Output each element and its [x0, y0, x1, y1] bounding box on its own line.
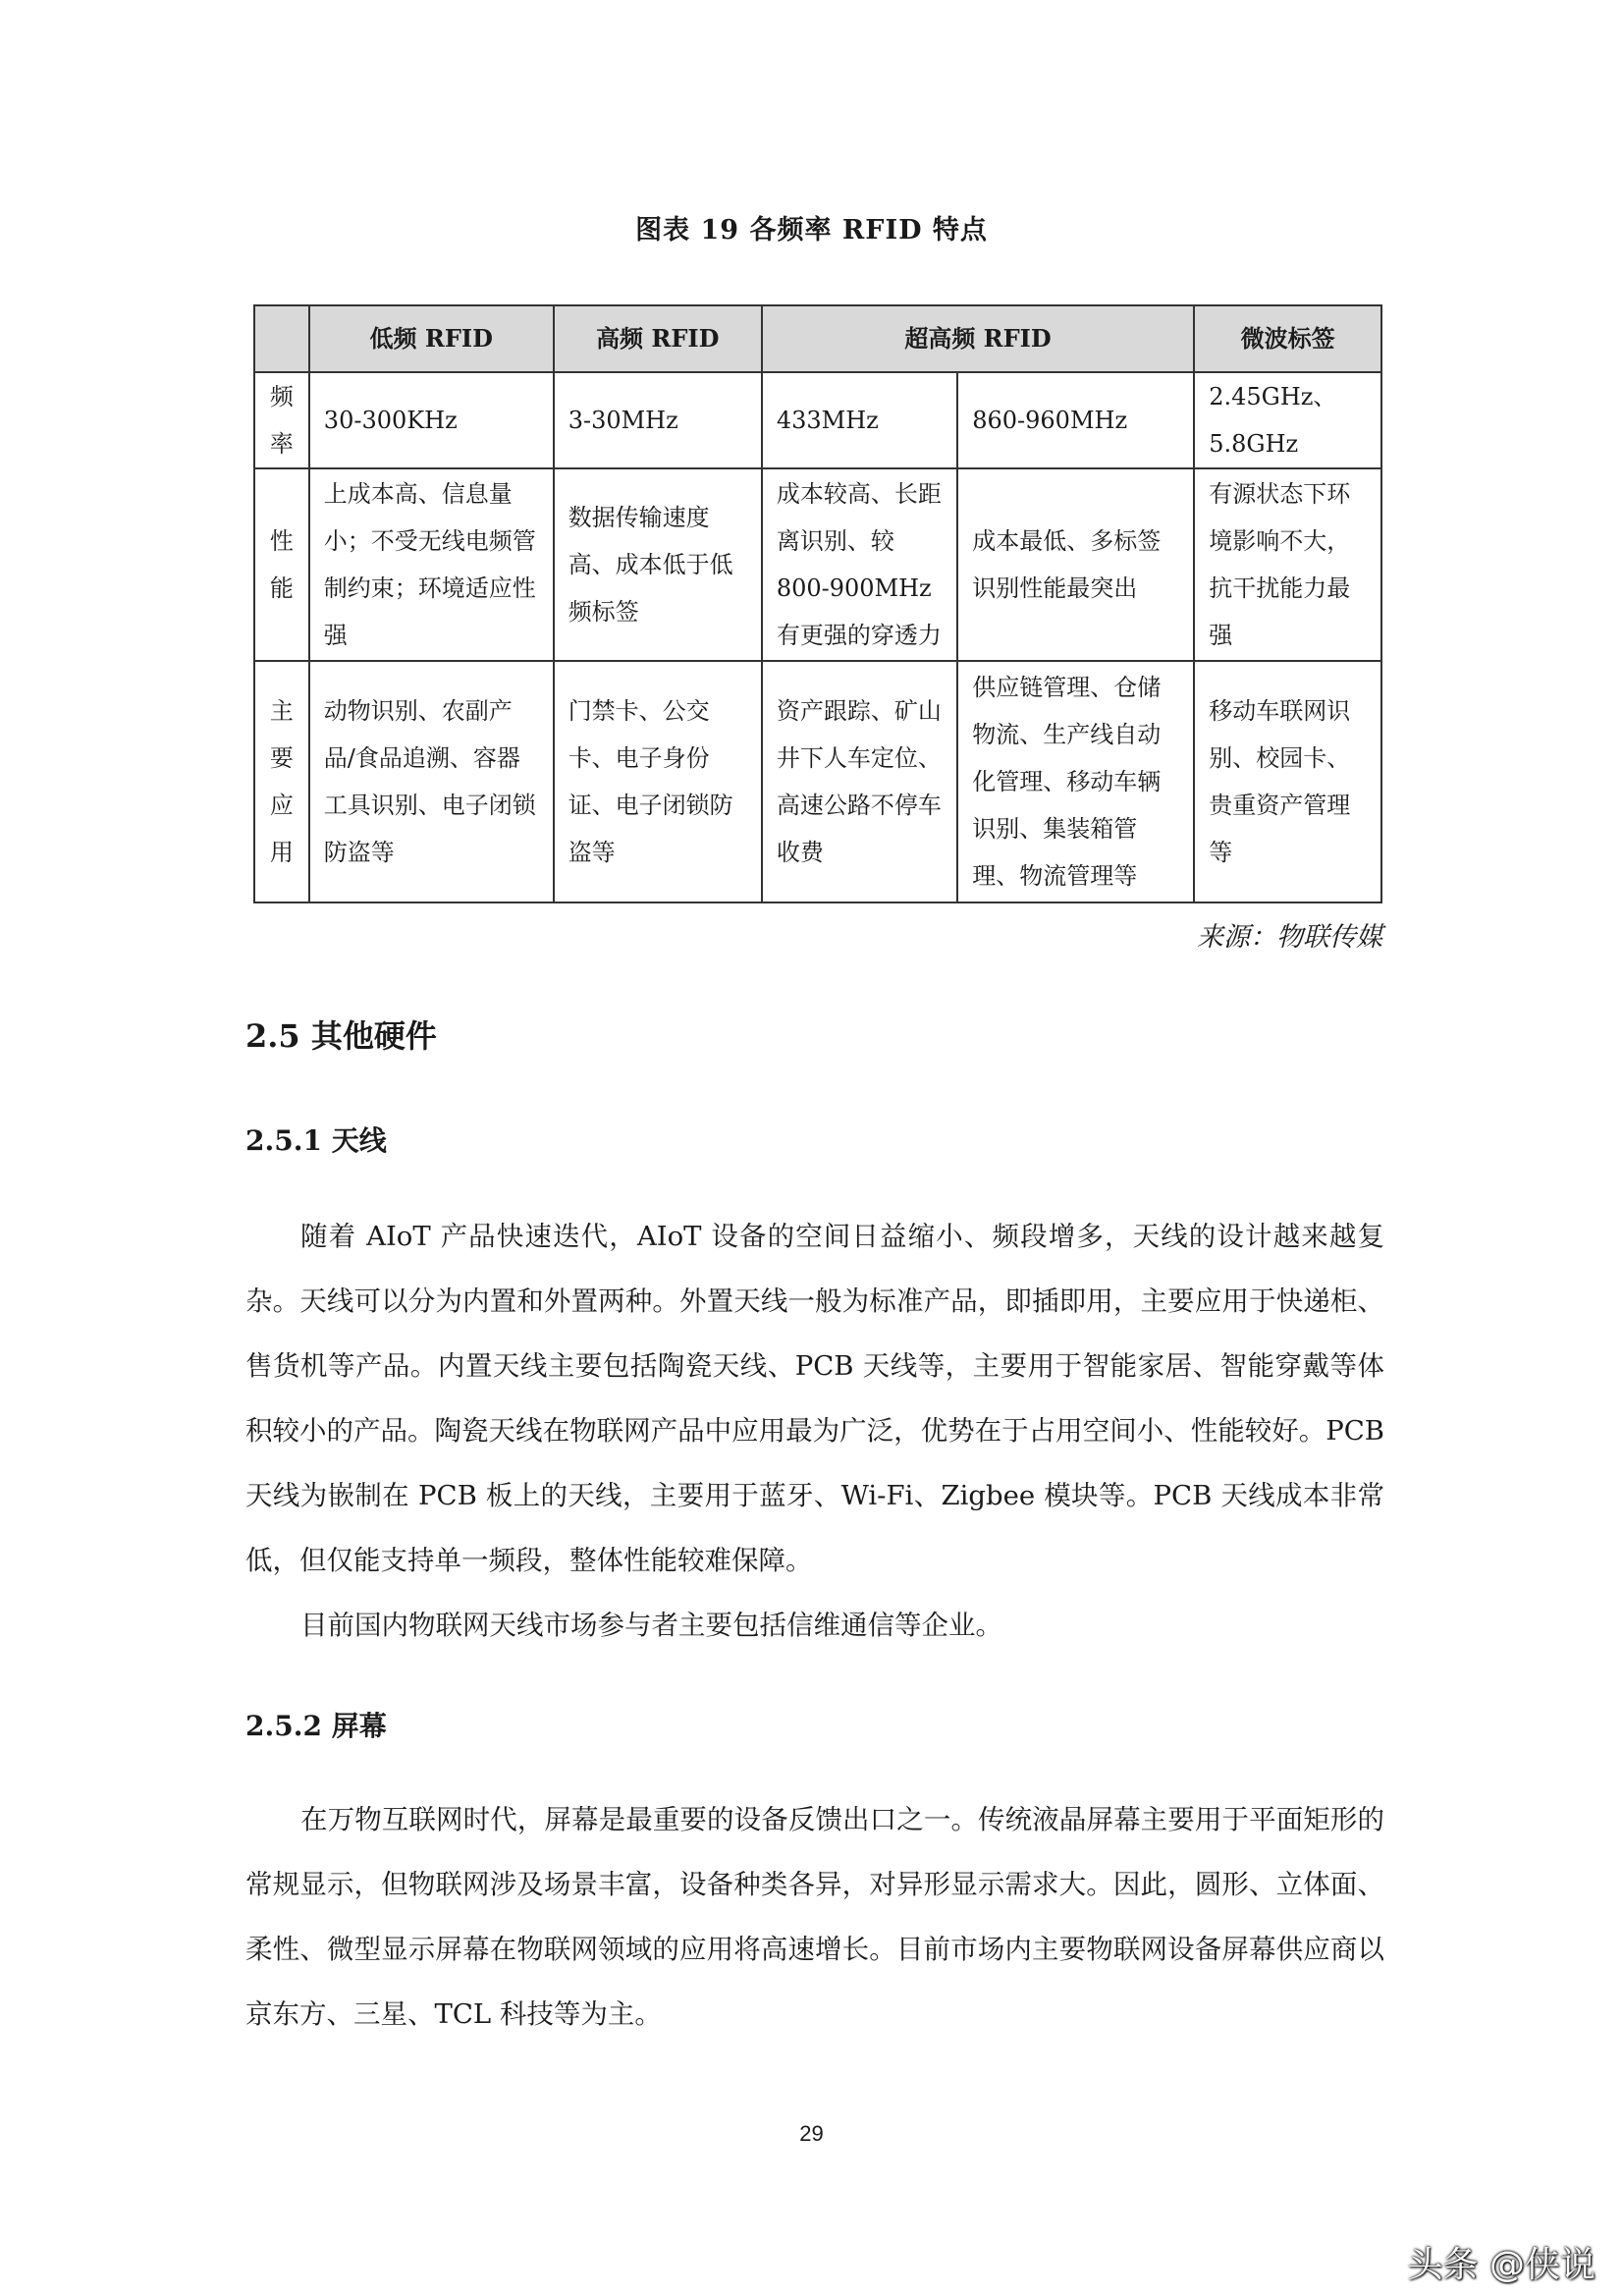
- table-cell: 供应链管理、仓储物流、生产线自动化管理、移动车辆识别、集装箱管理、物流管理等: [957, 661, 1194, 902]
- subsection-heading-antenna: 2.5.1 天线: [245, 1124, 387, 1157]
- row-label: 性 能: [254, 468, 309, 661]
- paragraph-antenna: 随着 AIoT 产品快速迭代，AIoT 设备的空间日益缩小、频段增多，天线的设计越来越复杂。天线可以分为内置和外置两种。外置天线一般为标准产品，即插即用，主要应用于快递柜、售货机等产品。内置天线主要包括陶瓷天线、PCB 天线等，主要用于智能家居、智能穿戴等体积较小的产品。陶瓷天线在物联网产品中应用最为广泛，优势在于占用空间小、性能较好。PCB 天线为嵌制在 PCB 板上的天线，主要用于蓝牙、Wi-Fi、Zigbee 模块等。PCB 天线成本非常低，但仅能支持单一频段，整体性能较难保障。: [245, 1221, 1384, 1576]
- page-number: 29: [799, 2121, 824, 2146]
- paragraph-screen: 在万物互联网时代，屏幕是最重要的设备反馈出口之一。传统液晶屏幕主要用于平面矩形的常规显示，但物联网涉及场景丰富，设备种类各异，对异形显示需求大。因此，圆形、立体面、柔性、微型显示屏幕在物联网领域的应用将高速增长。目前市场内主要物联网设备屏幕供应商以京东方、三星、TCL 科技等为主。: [245, 1804, 1384, 2030]
- table-cell: 资产跟踪、矿山井下人车定位、高速公路不停车收费: [762, 661, 957, 902]
- table-cell: 30-300KHz: [309, 372, 554, 468]
- figure-source: 来源：物联传媒: [1197, 922, 1382, 953]
- table-cell: 成本较高、长距离识别、较800-900MHz 有更强的穿透力: [762, 468, 957, 661]
- table-cell: 433MHz: [762, 372, 957, 468]
- table-header-cell: 微波标签: [1194, 305, 1381, 372]
- table-cell: 860-960MHz: [957, 372, 1194, 468]
- table-row: [254, 661, 1381, 902]
- table-cell: 成本最低、多标签识别性能最突出: [957, 468, 1194, 661]
- table-row: [254, 468, 1381, 661]
- table-cell: 门禁卡、公交卡、电子身份证、电子闭锁防盗等: [554, 661, 762, 902]
- table-cell: 有源状态下环境影响不大，抗干扰能力最强: [1194, 468, 1381, 661]
- table-header-row: [254, 305, 1381, 372]
- table-header-cell: 超高频 RFID: [762, 305, 1194, 372]
- table-cell: 上成本高、信息量小；不受无线电频管制约束；环境适应性强: [309, 468, 554, 661]
- row-label: 频 率: [254, 372, 309, 468]
- table-cell: 2.45GHz、5.8GHz: [1194, 372, 1381, 468]
- rfid-frequency-table: [253, 304, 1382, 903]
- table-cell: 数据传输速度高、成本低于低频标签: [554, 468, 762, 661]
- table-header-corner: [254, 305, 309, 372]
- table-header-cell: 高频 RFID: [554, 305, 762, 372]
- figure-caption: 图表 19 各频率 RFID 特点: [635, 215, 988, 246]
- table-cell: 动物识别、农副产品/食品追溯、容器工具识别、电子闭锁防盗等: [309, 661, 554, 902]
- section-heading: 2.5 其他硬件: [245, 1017, 437, 1055]
- table-header-cell: 低频 RFID: [309, 305, 554, 372]
- table-row: [254, 372, 1381, 468]
- watermark: 头条 @侠说: [1407, 2245, 1596, 2285]
- table-cell: 3-30MHz: [554, 372, 762, 468]
- table-cell: 移动车联网识别、校园卡、贵重资产管理等: [1194, 661, 1381, 902]
- subsection-heading-screen: 2.5.2 屏幕: [245, 1710, 387, 1742]
- paragraph-antenna-market: 目前国内物联网天线市场参与者主要包括信维通信等企业。: [300, 1610, 1002, 1641]
- row-label: 主 要 应 用: [254, 661, 309, 902]
